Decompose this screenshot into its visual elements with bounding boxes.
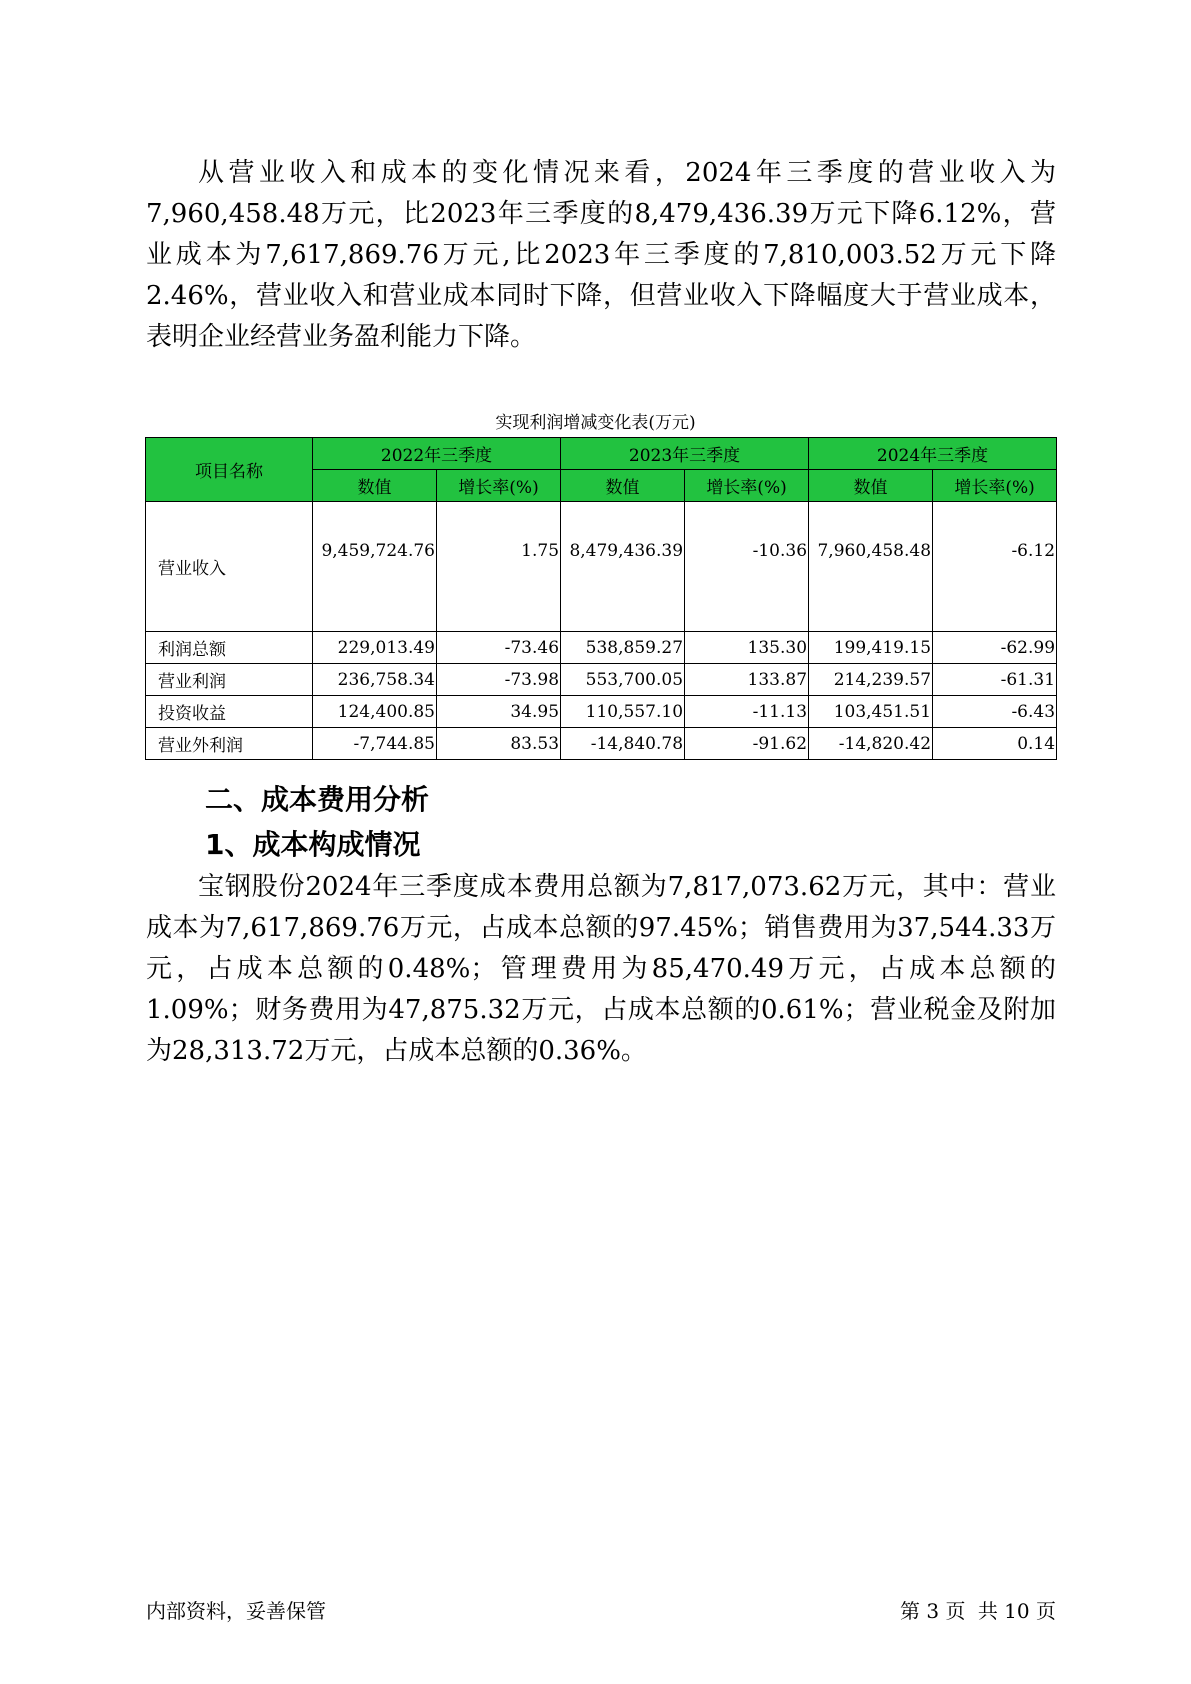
cell-growth: -6.43 <box>933 696 1057 728</box>
section-heading: 二、成本费用分析 <box>205 783 430 816</box>
cell-value: -14,840.78 <box>561 728 685 760</box>
cell-value: -14,820.42 <box>809 728 933 760</box>
cell-value: 103,451.51 <box>809 696 933 728</box>
row-label: 营业利润 <box>146 664 313 696</box>
cell-value: 538,859.27 <box>561 632 685 664</box>
subsection-heading: 1、成本构成情况 <box>205 828 421 861</box>
cell-growth: -61.31 <box>933 664 1057 696</box>
cell-growth: 1.75 <box>437 502 561 632</box>
cell-value: 199,419.15 <box>809 632 933 664</box>
header-growth: 增长率(%) <box>437 470 561 502</box>
cost-paragraph: 宝钢股份2024年三季度成本费用总额为7,817,073.62万元，其中：营业成本为7,617,869.76万元，占成本总额的97.45%；销售费用为37,544.33万元，占成本总额的0.48%；管理费用为85,470.49万元，占成本总额的1.09%；财务费用为47,875.32万元，占成本总额的0.61%；营业税金及附加为28,313.72万元，占成本总额的0.36%。 <box>146 872 1056 1066</box>
intro-paragraph: 从营业收入和成本的变化情况来看，2024年三季度的营业收入为7,960,458.48万元，比2023年三季度的8,479,436.39万元下降6.12%，营业成本为7,617,869.76万元,比2023年三季度的7,810,003.52万元下降2.46%，营业收入和营业成本同时下降，但营业收入下降幅度大于营业成本，表明企业经营业务盈利能力下降。 <box>146 158 1056 352</box>
header-growth: 增长率(%) <box>933 470 1057 502</box>
cell-growth: 83.53 <box>437 728 561 760</box>
header-period-2023: 2023年三季度 <box>561 438 809 470</box>
cell-growth: 133.87 <box>685 664 809 696</box>
row-label: 营业外利润 <box>146 728 313 760</box>
header-period-2022: 2022年三季度 <box>313 438 561 470</box>
cell-growth: 0.14 <box>933 728 1057 760</box>
cell-growth: -62.99 <box>933 632 1057 664</box>
footer-page-number <box>894 1595 1056 1624</box>
footer-current-page: 第 3 页 <box>900 1599 966 1623</box>
header-period-2024: 2024年三季度 <box>809 438 1057 470</box>
table-row <box>146 664 1057 696</box>
table-caption: 实现利润增减变化表(万元) <box>495 413 696 433</box>
footer-total-pages: 共 10 页 <box>977 1599 1056 1623</box>
table-row <box>146 696 1057 728</box>
cell-value: 236,758.34 <box>313 664 437 696</box>
table-row <box>146 632 1057 664</box>
cell-value: 7,960,458.48 <box>809 502 933 632</box>
cell-growth: -73.98 <box>437 664 561 696</box>
cell-growth: 34.95 <box>437 696 561 728</box>
table-row <box>146 728 1057 760</box>
cell-growth: -11.13 <box>685 696 809 728</box>
profit-change-table <box>145 437 1057 760</box>
cell-value: -7,744.85 <box>313 728 437 760</box>
cell-growth: -6.12 <box>933 502 1057 632</box>
header-value: 数值 <box>561 470 685 502</box>
row-label: 营业收入 <box>146 502 313 632</box>
cell-growth: 135.30 <box>685 632 809 664</box>
cell-value: 229,013.49 <box>313 632 437 664</box>
cell-growth: -91.62 <box>685 728 809 760</box>
table-row <box>146 502 1057 632</box>
cell-value: 9,459,724.76 <box>313 502 437 632</box>
cell-value: 110,557.10 <box>561 696 685 728</box>
header-item-name: 项目名称 <box>146 438 313 502</box>
header-value: 数值 <box>809 470 933 502</box>
header-value: 数值 <box>313 470 437 502</box>
footer-confidential-note: 内部资料，妥善保管 <box>146 1599 326 1623</box>
cell-value: 214,239.57 <box>809 664 933 696</box>
cell-growth: -10.36 <box>685 502 809 632</box>
row-label: 投资收益 <box>146 696 313 728</box>
row-label: 利润总额 <box>146 632 313 664</box>
cell-value: 8,479,436.39 <box>561 502 685 632</box>
cell-value: 124,400.85 <box>313 696 437 728</box>
header-growth: 增长率(%) <box>685 470 809 502</box>
cell-growth: -73.46 <box>437 632 561 664</box>
cell-value: 553,700.05 <box>561 664 685 696</box>
